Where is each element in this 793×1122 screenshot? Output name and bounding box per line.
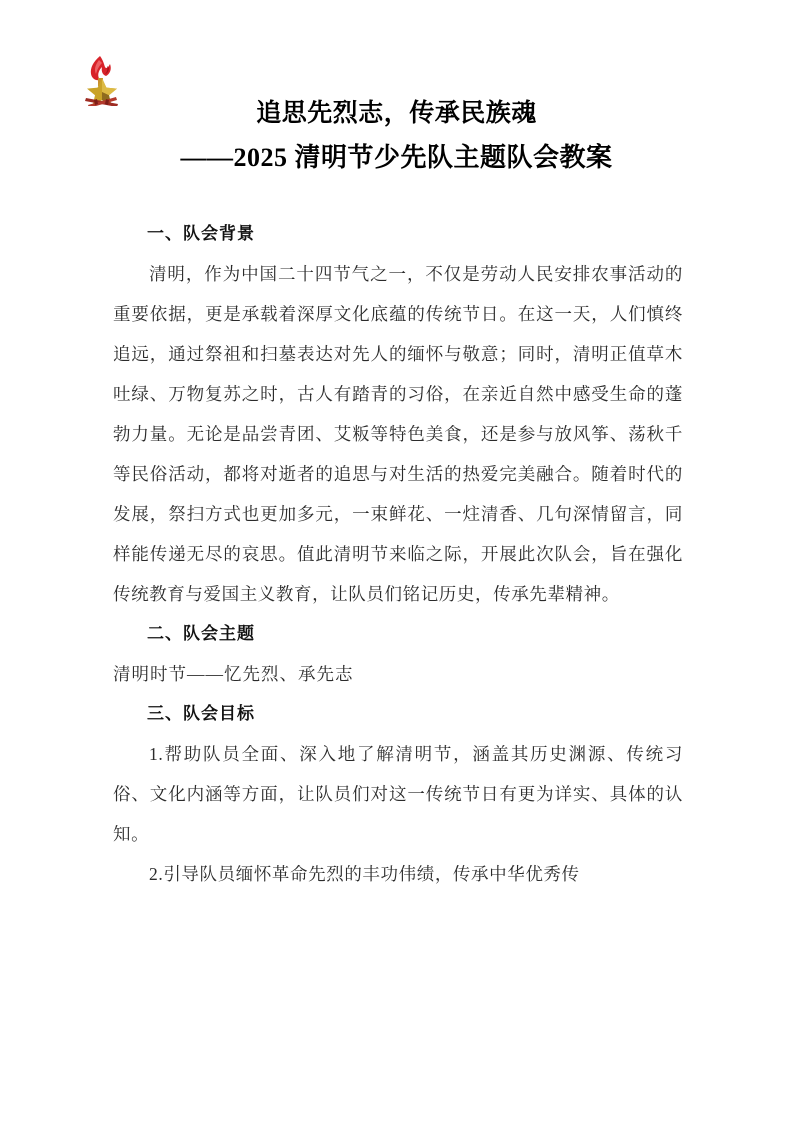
goal-item-2: 2.引导队员缅怀革命先烈的丰功伟绩，传承中华优秀传 bbox=[149, 864, 580, 884]
section-background-paragraph: 清明，作为中国二十四节气之一，不仅是劳动人民安排农事活动的重要依据，更是承载着深厚文化底蕴的传统节日。在这一天，人们慎终追远，通过祭祖和扫墓表达对先人的缅怀与敬意；同时，清明正值草木吐绿、万物复苏之时，古人有踏青的习俗，在亲近自然中感受生命的蓬勃力量。无论是品尝青团、艾粄等特色美食，还是参与放风筝、荡秋千等民俗活动，都将对逝者的追思与对生活的热爱完美融合。随着时代的发展，祭扫方式也更加多元，一束鲜花、一炷清香、几句深情留言，同样能传递无尽的哀思。值此清明节来临之际，开展此次队会，旨在强化传统教育与爱国主义教育，让队员们铭记历史，传承先辈精神。 bbox=[113, 264, 683, 604]
goal-item-1: 1.帮助队员全面、深入地了解清明节，涵盖其历史渊源、传统习俗、文化内涵等方面，让队员们对这一传统节日有更为详实、具体的认知。 bbox=[113, 744, 683, 844]
section-heading-goals: 三、队会目标 bbox=[147, 704, 255, 723]
page-subtitle: ——2025 清明节少先队主题队会教案 bbox=[180, 143, 613, 172]
page-title: 追思先烈志，传承民族魂 bbox=[256, 100, 537, 127]
document-body bbox=[113, 214, 683, 894]
section-heading-theme: 二、队会主题 bbox=[147, 624, 255, 643]
section-theme-text: 清明时节——忆先烈、承先志 bbox=[113, 664, 354, 684]
section-heading-background: 一、队会背景 bbox=[147, 224, 255, 243]
document-title-block bbox=[0, 96, 793, 178]
